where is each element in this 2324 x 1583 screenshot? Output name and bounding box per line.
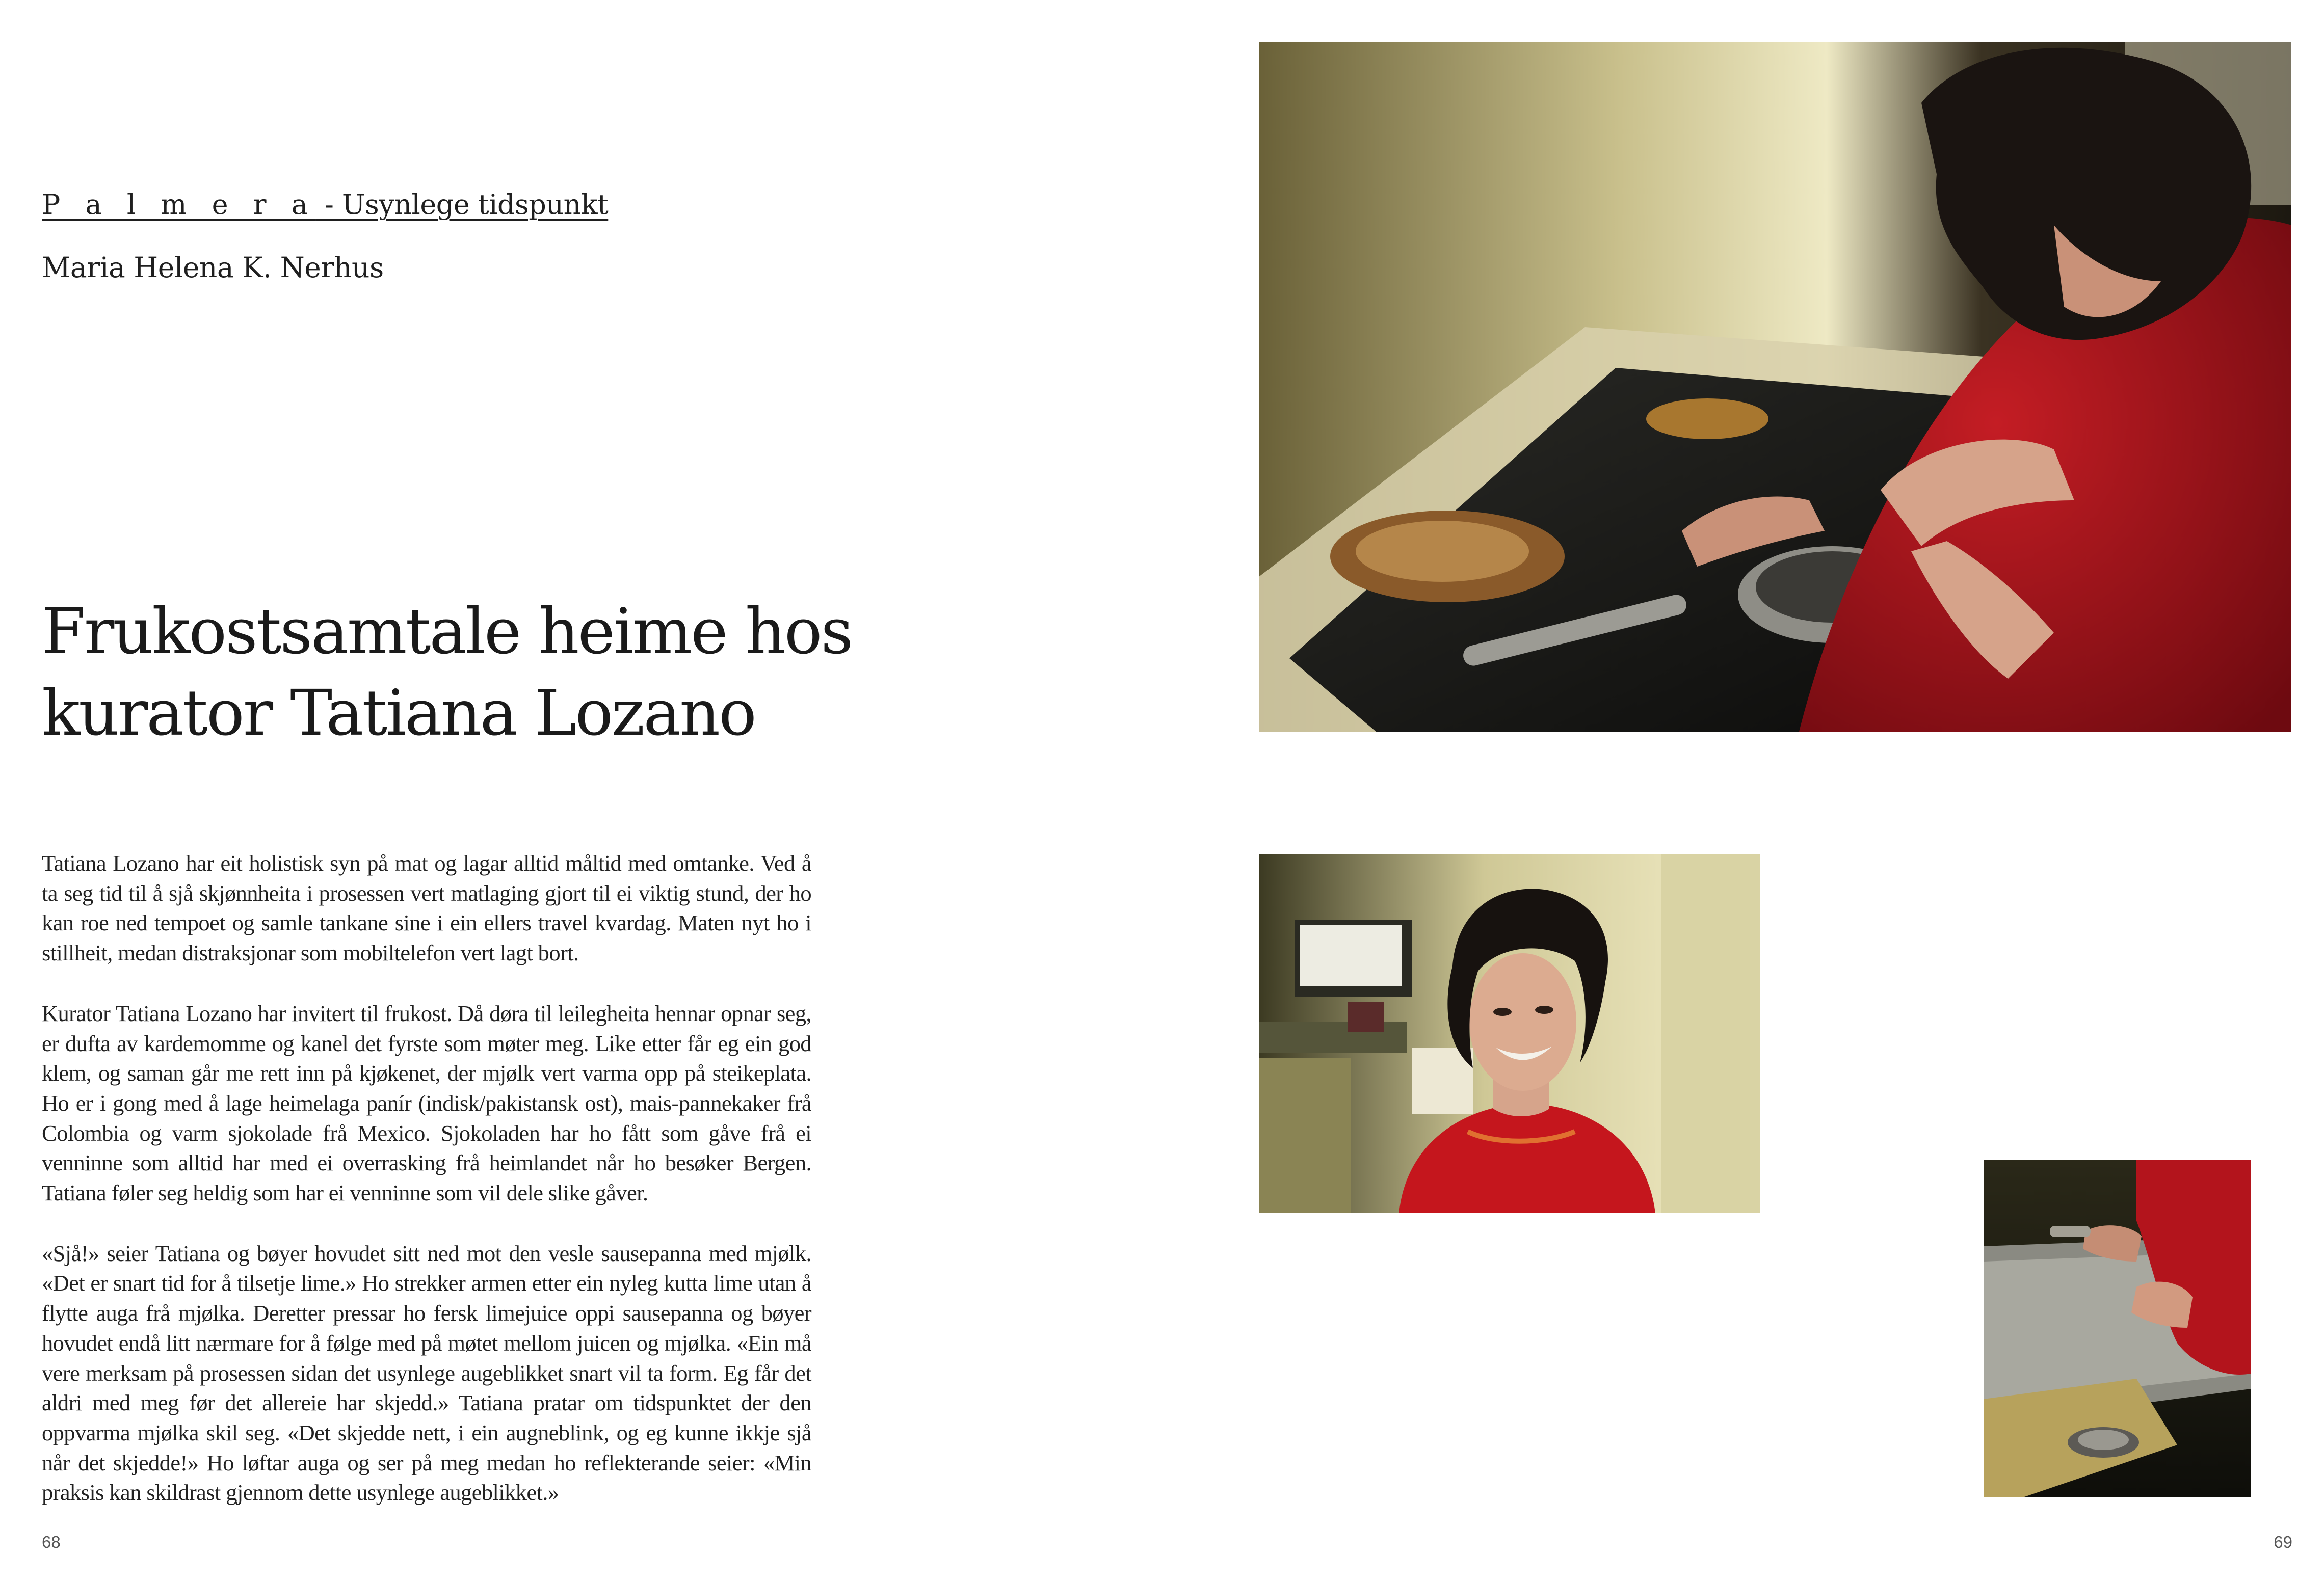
- body-paragraph-3: «Sjå!» seier Tatiana og bøyer hovudet sitt ned mot den vesle sausepanna med mjølk. «Det er snart tid for å tilsetje lime.» Ho strekker armen etter ein nyleg kutta lime utan å flytte auga frå mjølka. Deretter pressar ho fersk limejuice oppi sausepanna og bøyer hovudet endå litt nærmare for å følge med på møtet mellom juicen og mjølka. «Ein må vere merksam på prosessen sidan det usynlege augeblikket snart vil ta form. Eg får det aldri med meg før det allereie har skjedd.» Tatiana pratar om tidspunktet der den oppvarma mjølka skil seg. «Det skjedde nett, i ein augneblink, og eg kunne ikkje sjå når det skjedde!» Ho løftar auga og ser på meg medan ho reflekterande seier: «Min praksis kan skildrast gjennom dette usynlege augeblikket.»: [42, 1240, 811, 1506]
- headline-line-2: kurator Tatiana Lozano: [42, 677, 755, 750]
- series-name: P a l m e r a: [42, 189, 316, 221]
- photo-hands-stove: [1984, 1160, 2251, 1497]
- headline-line-1: Frukostsamtale heime hos: [42, 595, 852, 668]
- photo-portrait-illustration: [1259, 854, 1760, 1213]
- page-number-left: 68: [42, 1533, 61, 1551]
- photo-smiling-portrait: [1259, 854, 1760, 1213]
- article-headline: [42, 591, 852, 754]
- author-name: Maria Helena K. Nerhus: [42, 251, 384, 284]
- photo-stove-illustration: [1259, 42, 2291, 732]
- series-title: [42, 187, 608, 223]
- series-subtitle: - Usynlege tidspunkt: [315, 189, 609, 221]
- right-page: [1162, 0, 2324, 1583]
- photo-stove-cooking: [1259, 42, 2291, 732]
- body-paragraph-1: Tatiana Lozano har eit holistisk syn på mat og lagar alltid måltid med omtanke. Ved å ta seg tid til å sjå skjønnheita i prosessen vert matlaging gjort til ei viktig stund, der ho kan roe ned tempoet og samle tankane sine i ein ellers travel kvardag. Maten nyt ho i stillheit, medan distraksjonar som mobiltelefon vert lagt bort.: [42, 850, 811, 966]
- article-body: [42, 848, 811, 1538]
- body-paragraph-2: Kurator Tatiana Lozano har invitert til frukost. Då døra til leilegheita hennar opnar seg, er dufta av kardemomme og kanel det fyrste som møter meg. Like etter får eg ein god klem, og saman går me rett inn på kjøkenet, der mjølk vert varma opp på steikeplata. Ho er i gong med å lage heimelaga panír (indisk/pakistansk ost), mais-pannekaker frå Colombia og varm sjokolade frå Mexico. Sjokoladen har ho fått som gåve frå ei venninne som alltid har med ei overrasking frå heimlandet når ho besøker Bergen. Tatiana føler seg heldig som har ei venninne som vil dele slike gåver.: [42, 1000, 811, 1206]
- photo-hands-illustration: [1984, 1160, 2251, 1497]
- page-number-right: 69: [2274, 1533, 2292, 1551]
